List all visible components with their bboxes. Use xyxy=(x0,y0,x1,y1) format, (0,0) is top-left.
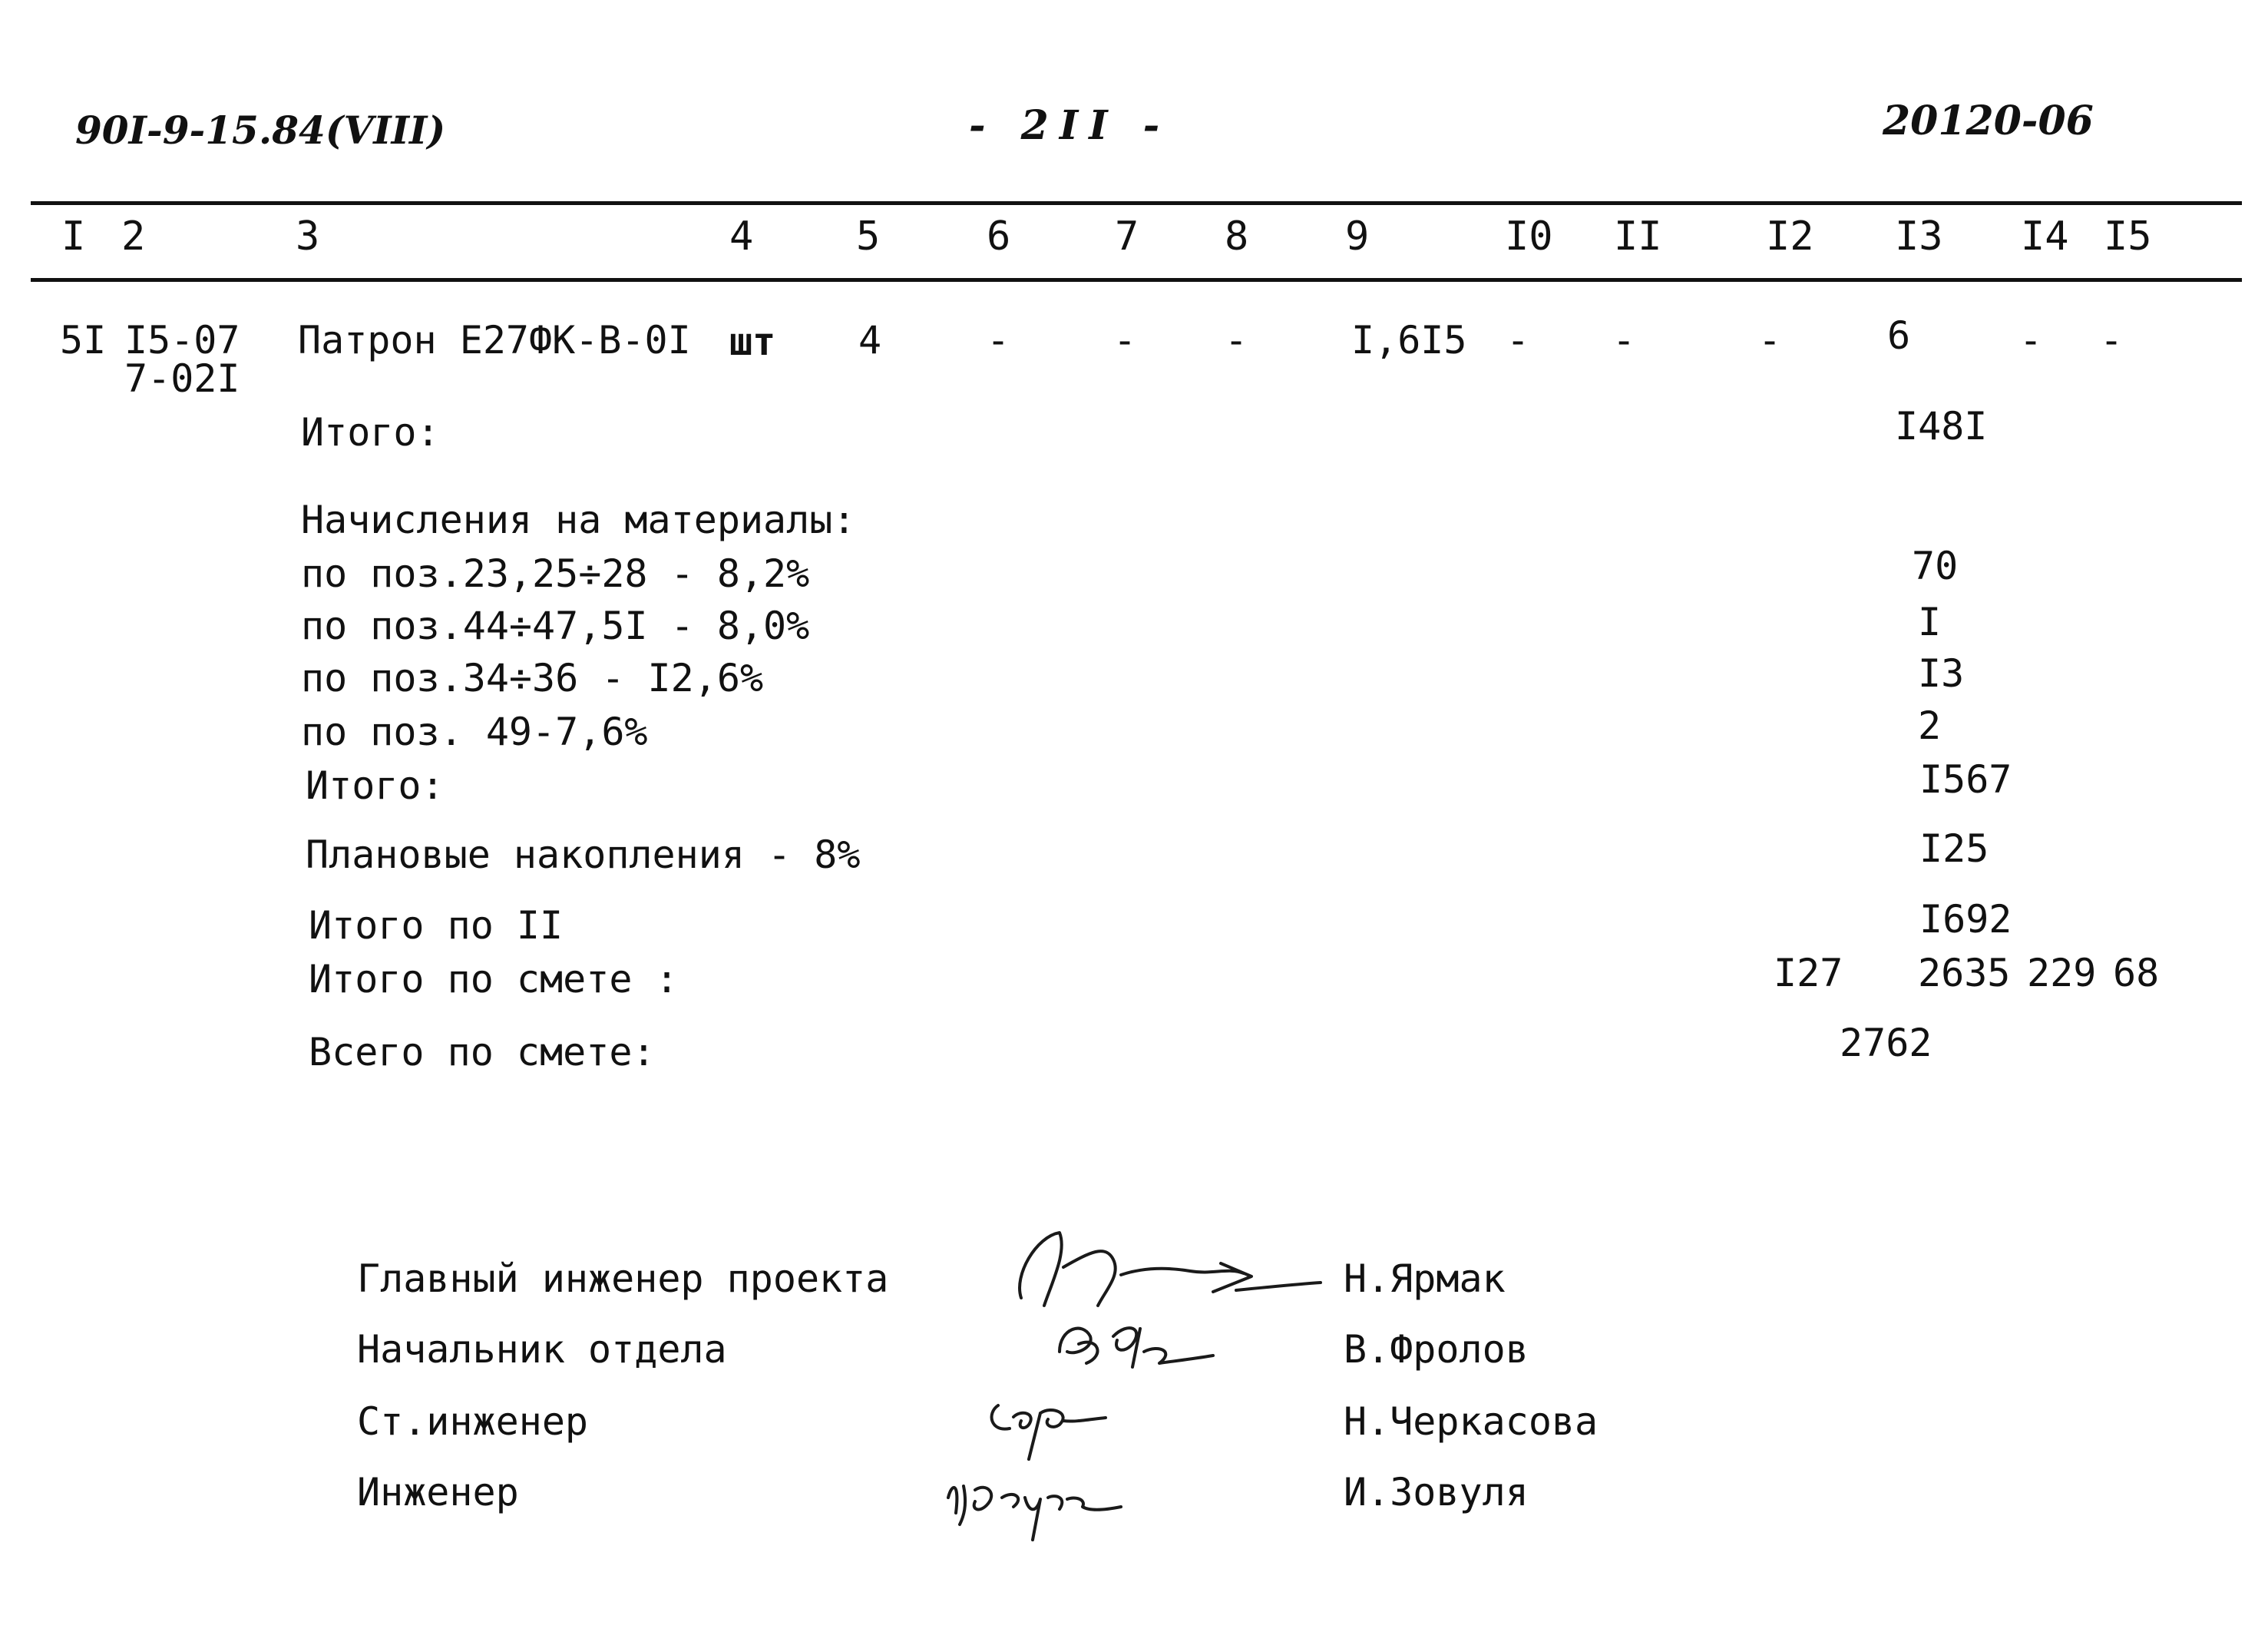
item-name: Патрон Е27ФК-В-0I xyxy=(298,318,691,362)
accrual-label: по поз. 49-7,6% xyxy=(301,710,648,754)
total2-value: I567 xyxy=(1919,757,2012,802)
total2-label: Итого: xyxy=(306,763,445,808)
estimate-total-col12: I27 xyxy=(1774,951,1843,995)
column-header: 6 xyxy=(987,214,1011,260)
planned-savings-value: I25 xyxy=(1919,826,1989,871)
item-col9: I,6I5 xyxy=(1351,318,1467,362)
accrual-value: I3 xyxy=(1918,651,1965,696)
accrual-value: 70 xyxy=(1912,544,1959,588)
signature-role: Ст.инженер xyxy=(357,1399,589,1444)
total-ii-label: Итого по II xyxy=(309,903,564,948)
column-header: 7 xyxy=(1115,214,1139,260)
column-header: I3 xyxy=(1895,214,1943,260)
column-header: I2 xyxy=(1766,214,1814,260)
column-header: I5 xyxy=(2104,214,2152,260)
accrual-value: I xyxy=(1918,600,1942,644)
table-top-rule xyxy=(31,201,2242,205)
subtotal-label: Итого: xyxy=(301,410,440,455)
column-header: 3 xyxy=(296,214,320,260)
subtotal-value: I48I xyxy=(1895,404,1988,449)
signature-role: Начальник отдела xyxy=(357,1327,727,1372)
accruals-heading: Начисления на материалы: xyxy=(301,498,856,542)
item-col14: - xyxy=(2019,318,2043,362)
item-col12: - xyxy=(1758,318,1782,362)
column-header: 9 xyxy=(1345,214,1370,260)
column-header: I0 xyxy=(1505,214,1553,260)
accrual-label: по поз.23,25÷28 - 8,2% xyxy=(301,551,810,596)
signature-role: Главный инженер проекта xyxy=(357,1256,889,1301)
column-header: I xyxy=(61,214,86,260)
signature-role: Инженер xyxy=(357,1470,519,1514)
document-number: 20120-06 xyxy=(1883,98,2094,144)
item-col7: - xyxy=(1113,318,1137,362)
grand-total-label: Всего по смете: xyxy=(309,1030,656,1074)
item-position: 5I xyxy=(60,318,107,362)
page-number: - 2II - xyxy=(969,102,1171,149)
column-header: II xyxy=(1614,214,1662,260)
item-quantity: 4 xyxy=(858,318,882,362)
signature-name: В.Фролов xyxy=(1344,1327,1529,1372)
column-header: 4 xyxy=(729,214,754,260)
item-col10: - xyxy=(1506,318,1530,362)
grand-total-value: 2762 xyxy=(1840,1021,1932,1065)
column-header: I4 xyxy=(2021,214,2069,260)
item-col11: - xyxy=(1612,318,1636,362)
item-col6: - xyxy=(987,318,1010,362)
accrual-value: 2 xyxy=(1918,703,1942,748)
estimate-total-col14: 229 xyxy=(2027,951,2097,995)
item-col8: - xyxy=(1225,318,1248,362)
signature-name: Н.Черкасова xyxy=(1344,1399,1599,1444)
item-col13: 6 xyxy=(1887,313,1911,358)
item-col15: - xyxy=(2100,318,2124,362)
planned-savings-label: Плановые накопления - 8% xyxy=(306,833,861,877)
signature-name: И.Зовуля xyxy=(1344,1470,1529,1514)
column-header: 8 xyxy=(1225,214,1249,260)
column-header: 2 xyxy=(121,214,146,260)
handwritten-signature xyxy=(1044,1298,1221,1382)
table-header-rule xyxy=(31,278,2242,282)
signature-name: Н.Ярмак xyxy=(1344,1256,1506,1301)
total-ii-value: I692 xyxy=(1919,897,2012,942)
item-code-line1: I5-07 xyxy=(124,318,240,362)
handwritten-signature xyxy=(933,1452,1132,1551)
document-code: 90I-9-15.84(VIII) xyxy=(75,108,446,153)
column-header: 5 xyxy=(856,214,881,260)
estimate-total-col15: 68 xyxy=(2113,951,2160,995)
accrual-label: по поз.34÷36 - I2,6% xyxy=(301,656,764,700)
item-unit: шт xyxy=(729,319,776,364)
accrual-label: по поз.44÷47,5I - 8,0% xyxy=(301,604,810,648)
estimate-total-col13: 2635 xyxy=(1918,951,2011,995)
item-code-line2: 7-02I xyxy=(124,356,240,401)
estimate-total-label: Итого по смете : xyxy=(309,957,679,1001)
